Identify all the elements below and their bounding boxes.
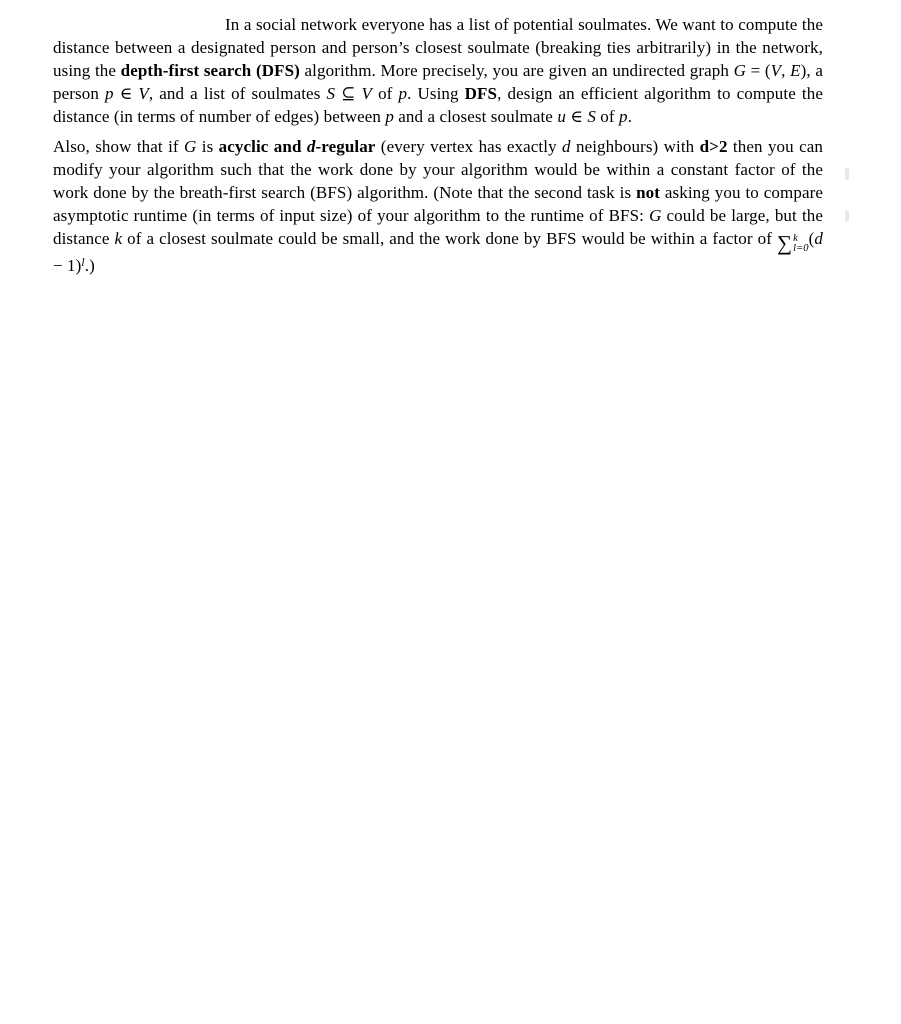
problem-statement-paragraph-2: Also, show that if G is acyclic and d-regular (every vertex has exactly d neighbours) with d>2 then you can modify your algorithm such that the work done by your algorithm would be within a constant factor of the work done by the breath-first search (BFS) algorithm. (Note that the second task is not asking you to compare asymptotic runtime (in terms of input size) of your algorithm to the runtime of BFS: G could be large, but the distance k of a closest soulmate could be small, and the work done by BFS would be within a factor of ∑ k l=0 $(d - 1)^l$.) <box>53 137 824 275</box>
scan-artifact <box>845 168 849 180</box>
scan-artifact <box>845 210 849 222</box>
problem-statement-paragraph-1: In a social network everyone has a list of potential soulmates. We want to compute the distance between a designated person and person’s closest soulmate (breaking ties arbitrarily) in the network, using the depth-first search (DFS) algorithm. More precisely, you are given an undirected graph G = (V, E), a person p ∈ V, and a list of soulmates S ⊆ V of p. Using DFS, design an efficient algorithm to compute the distance (in terms of number of edges) between p and a closest soulmate u ∈ S of p. <box>53 15 823 126</box>
sigma-symbol: ∑ <box>776 231 793 255</box>
summation-formula <box>777 233 809 254</box>
document-page <box>0 0 901 277</box>
summation-limits: k l=0 <box>793 232 809 254</box>
